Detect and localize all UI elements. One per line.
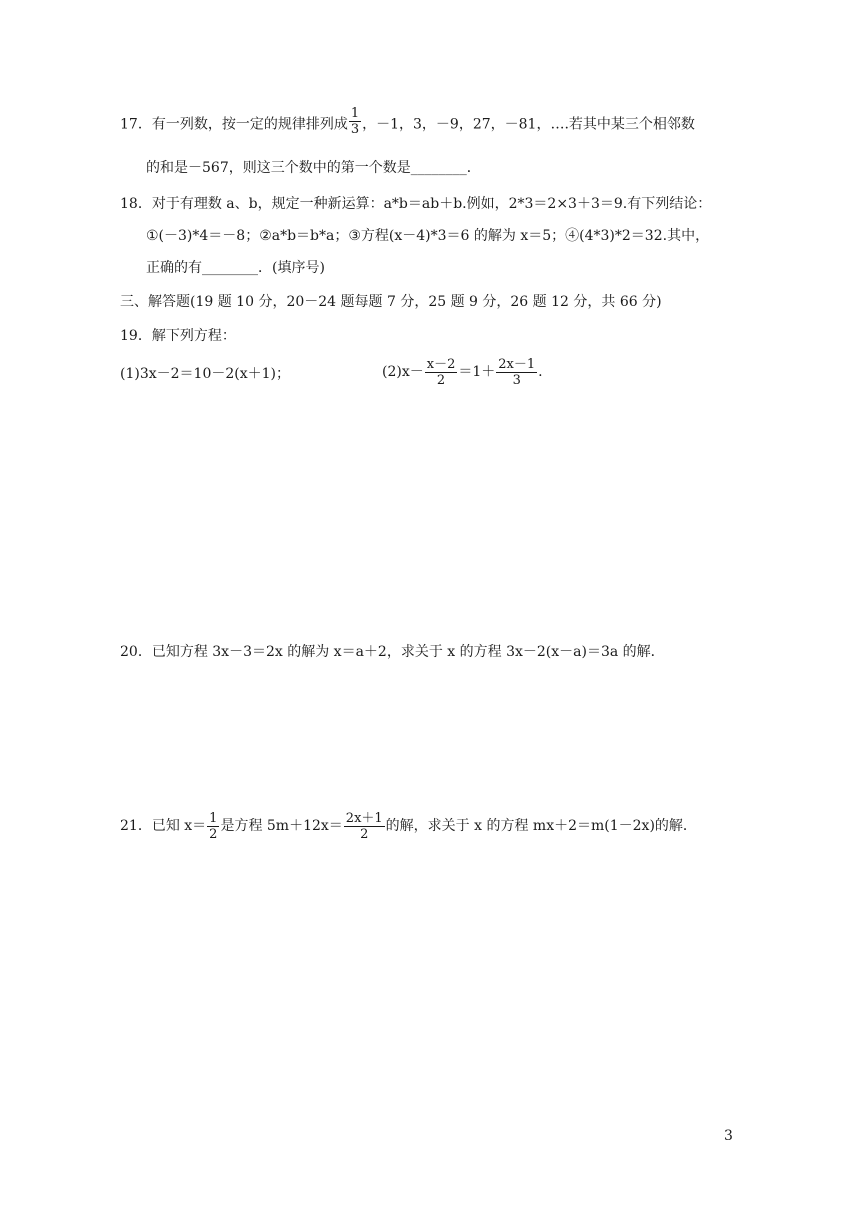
q19-fraction-1	[425, 357, 458, 388]
section-3-heading: 三、解答题(19 题 10 分，20－24 题每题 7 分，25 题 9 分，26 题 12 分，共 66 分)	[120, 294, 662, 310]
question-21	[120, 806, 697, 846]
question-17-line-1	[120, 106, 695, 137]
q21-frac2-den: 2	[344, 826, 385, 842]
q17-fraction	[349, 106, 361, 137]
question-19-part-2	[382, 352, 543, 392]
q19-fraction-2	[496, 357, 537, 388]
q17-text-pre: 17．有一列数，按一定的规律排列成	[120, 116, 348, 133]
q19-frac1-num: x－2	[426, 356, 456, 372]
q19-part2-mid: ＝1＋	[458, 364, 496, 380]
q21-fraction-2	[344, 811, 385, 842]
q21-mid: 是方程 5m＋12x＝	[220, 818, 343, 834]
q19-frac2-num: 2x－1	[498, 356, 536, 372]
question-19-part-1: (1)3x－2＝10－2(x＋1)；	[120, 366, 290, 382]
page-number: 3	[724, 1128, 733, 1144]
question-20: 20．已知方程 3x－3＝2x 的解为 x＝a＋2，求关于 x 的方程 3x－2(x－a)＝3a 的解．	[120, 644, 665, 660]
q17-frac-den: 3	[350, 122, 360, 137]
q17-text-post: ，－1，3，－9，27，－81，….若其中某三个相邻数	[362, 116, 695, 133]
q19-part2-pre: (2)x－	[382, 364, 424, 380]
q21-fraction-1	[207, 811, 219, 842]
q19-part2-post: .	[538, 364, 543, 380]
q19-frac1-den: 2	[425, 372, 458, 388]
question-17-line-2: 的和是－567，则这三个数中的第一个数是________．	[146, 160, 481, 176]
question-18-line-2: ①(－3)*4＝－8；②a*b＝b*a；③方程(x－4)*3＝6 的解为 x＝5；④(4*3)*2＝32.其中，	[146, 228, 710, 244]
q21-frac2-num: 2x＋1	[345, 810, 383, 826]
q21-pre: 21．已知 x＝	[120, 818, 207, 834]
q19-frac2-den: 3	[496, 372, 537, 388]
question-18-line-1: 18．对于有理数 a、b，规定一种新运算：a*b＝ab＋b.例如，2*3＝2×3＋3＝9.有下列结论：	[120, 196, 712, 212]
question-18-line-3: 正确的有________．(填序号)	[146, 260, 325, 276]
question-19-title: 19．解下列方程：	[120, 328, 236, 344]
q17-frac-num: 1	[350, 106, 360, 121]
q21-post: 的解，求关于 x 的方程 mx＋2＝m(1－2x)的解．	[385, 818, 697, 834]
q21-frac1-den: 2	[209, 826, 218, 842]
q21-frac1-num: 1	[209, 810, 218, 826]
